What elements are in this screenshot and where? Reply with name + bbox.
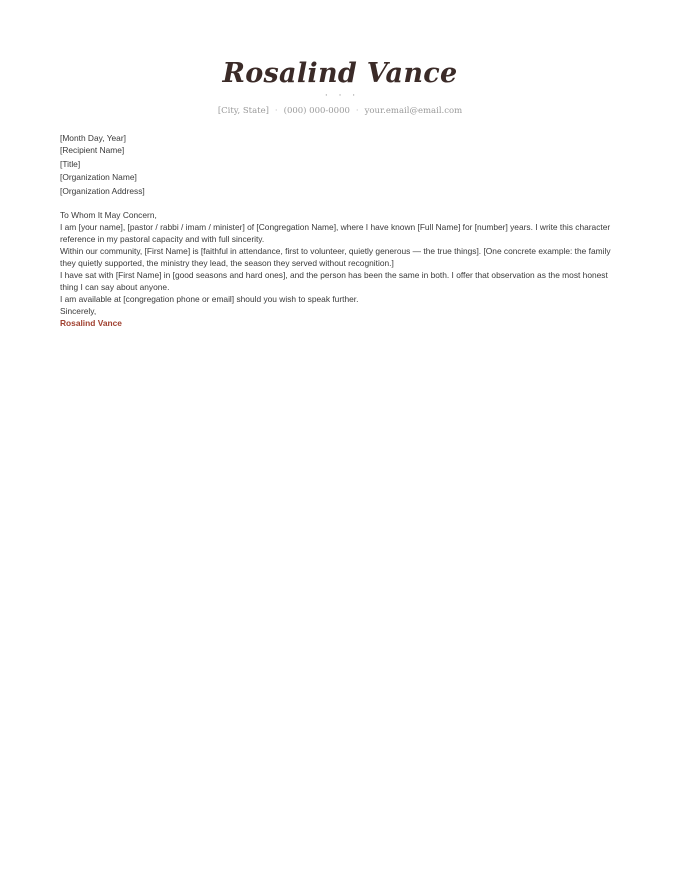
contact-city-state: [City, State] — [217, 106, 269, 116]
recipient-address: [Organization Address] — [60, 185, 145, 196]
signature: Rosalind Vance — [60, 318, 122, 328]
closing: Sincerely, — [60, 306, 97, 316]
paragraph-availability: I am available at [congregation phone or email] should you wish to speak further. — [60, 294, 359, 304]
decorative-dots: · · · — [324, 91, 360, 101]
recipient-name: [Recipient Name] — [60, 145, 125, 155]
salutation: To Whom It May Concern, — [60, 210, 157, 220]
contact-email: your.email@email.com — [364, 106, 463, 116]
contact-separator: · — [274, 106, 278, 116]
contact-line — [0, 105, 680, 117]
sender-name: Rosalind Vance — [222, 58, 458, 89]
recipient-organization: [Organization Name] — [60, 172, 137, 182]
paragraph-intro: I am [your name], [pastor / rabbi / imam / minister] of [Congregation Name], where I have known [Full Name] for [number] years. I write this character reference in my pastoral capacity and with full sincerity. — [60, 222, 611, 244]
recipient-title: [Title] — [60, 158, 81, 169]
recipient-block — [60, 144, 620, 198]
paragraph-observation: I have sat with [First Name] in [good seasons and hard ones], and the person has been the same in both. I offer that observation as the most honest thing I can say about anyone. — [60, 270, 608, 292]
letterhead — [0, 58, 680, 117]
contact-separator: · — [355, 106, 359, 116]
paragraph-community: Within our community, [First Name] is [faithful in attendance, first to volunteer, quietly generous — the true things]. [One concrete example: the family they quietly supported, the ministry they lead, the season they served without recognition.] — [60, 246, 611, 268]
letter-body — [60, 132, 620, 329]
contact-phone: (000) 000-0000 — [283, 106, 350, 116]
letter-date: [Month Day, Year] — [60, 133, 126, 143]
